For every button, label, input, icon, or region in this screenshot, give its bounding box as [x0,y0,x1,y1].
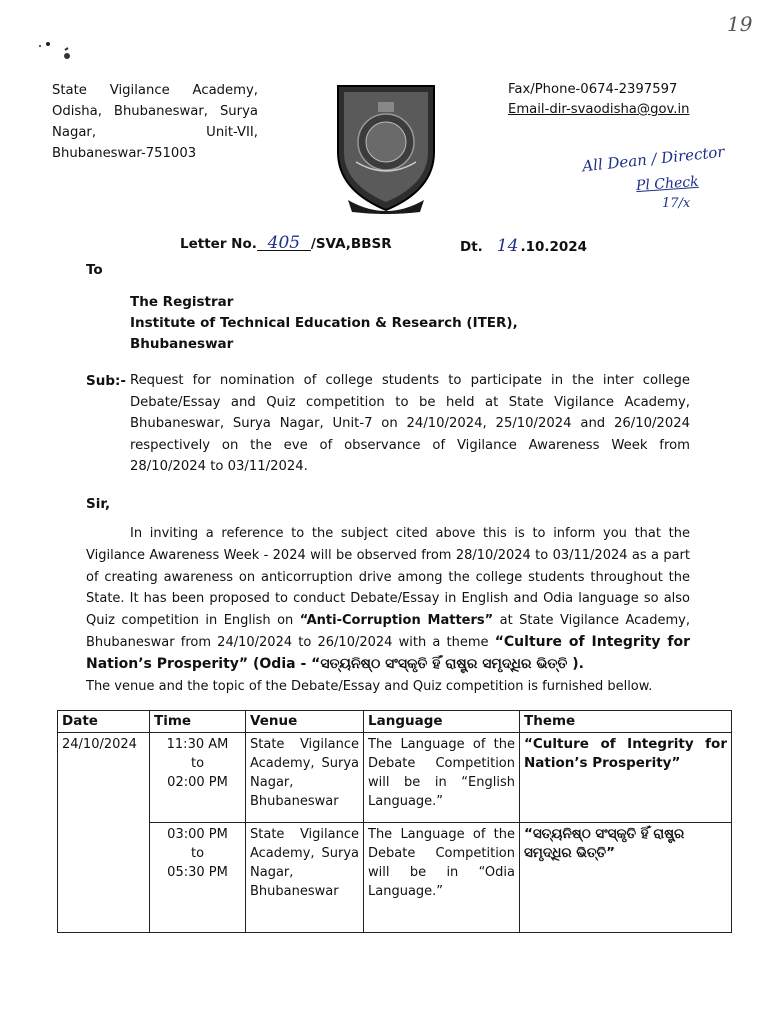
subject-text: Request for nomination of college students to participate in the inter college Debate/Essay and Quiz competition to be held at State Vigilance Academy, Bhubaneswar, Surya Nagar, Unit-7 on 24/10/2024, 25/10/2024 and 26/10/2024 respectively on the eve of observance of Vigilance Awareness Week from 28/10/2024 to 03/11/2024. [130,373,690,474]
addressee-line: The Registrar [130,294,234,310]
sender-city: Bhubaneswar-751003 [52,146,197,161]
addressee-line: Institute of Technical Education & Research (ITER), [130,315,518,331]
table-header-row [58,711,732,733]
handwritten-note: Pl Check [635,173,700,195]
time-to: to [190,846,205,861]
handwritten-note: 17/x [662,196,691,211]
sender-word: Bhubaneswar, [113,104,208,119]
body-topic: “Anti-Corruption Matters” [299,613,494,629]
letter-label: Letter No. [180,236,257,252]
addressee-line: Bhubaneswar [130,336,234,352]
table-header: Time [150,711,246,733]
sender-address [52,80,258,164]
time-cell [150,733,246,823]
sender-word: Nagar, [52,125,97,140]
letter-suffix: /SVA,BBSR [310,236,392,252]
date-label: Dt. [460,239,483,255]
handwritten-note: All Dean / Director [581,142,726,176]
venue-cell: State Vigilance Academy, Surya Nagar, Bhubaneswar [246,733,364,823]
theme-cell: “ସତ୍ୟନିଷ୍ଠ ସଂସ୍କୃତି ହିଁ ରାଷ୍ଟ୍ର ସମୃଦ୍ଧିର ଭିତ୍ତି” [520,823,732,933]
date-rest: .10.2024 [520,239,588,255]
letter-number: 405 [257,236,311,251]
time-to: to [190,756,205,771]
date-cell: 24/10/2024 [58,733,150,933]
contact-block [508,80,690,120]
time-end: 02:00 PM [167,775,228,790]
salutation: Sir, [86,496,111,512]
sender-word: Academy, [192,83,258,98]
academy-emblem-icon [334,82,438,218]
body-closing: The venue and the topic of the Debate/Essay and Quiz competition is furnished bellow. [86,678,653,694]
sender-word: Surya [219,104,258,119]
table-header: Venue [246,711,364,733]
sender-word: State [52,83,87,98]
body-theme-odia: (Odia - “ସତ୍ୟନିଷ୍ଠ ସଂସ୍କୃତି ହିଁ ରାଷ୍ଟ୍ର ସମୃଦ୍ଧିର ଭିତ୍ତି ). [248,655,584,672]
page-number: 19 [727,12,753,36]
table-header: Theme [520,711,732,733]
phone-text: Fax/Phone-0674-2397597 [508,82,678,97]
language-cell: The Language of the Debate Competition will be in “English Language.” [364,733,520,823]
body-text: at State Vigilance Academy, Bhubaneswar from 24/10/2024 to 26/10/2024 with a theme [86,613,690,650]
body-theme: “Culture of Integrity for Nation’s Prosperity” [86,633,690,672]
table-header: Language [364,711,520,733]
to-label: To [86,262,103,278]
time-start: 11:30 AM [166,737,229,752]
table-row [58,823,732,933]
venue-cell: State Vigilance Academy, Surya Nagar, Bhubaneswar [246,823,364,933]
schedule-table [57,710,732,933]
subject-label: Sub:- [86,373,126,389]
sender-word: Vigilance [109,83,170,98]
language-cell: The Language of the Debate Competition will be in “Odia Language.” [364,823,520,933]
ink-mark-icon [30,30,80,70]
table-header: Date [58,711,150,733]
date-day: 14 [496,236,519,256]
table-row [58,733,732,823]
letter-number-line [180,233,392,253]
addressee [130,292,518,355]
sender-word: Odisha, [52,104,102,119]
sender-word: Unit-VII, [206,125,258,140]
body-paragraph [86,523,690,697]
theme-cell: “Culture of Integrity for Nation’s Prosperity” [520,733,732,823]
body-text: In inviting a reference to the subject cited above this is to inform you that the Vigilance Awareness Week - 2024 will be observed from 28/10/2024 to 03/11/2024 as a part of creating awareness on anticorruption drive among the college students throughout the State. It has been proposed to conduct Debate/Essay in English and Odia language so also Quiz competition in English on [86,526,690,629]
letter-date-line [460,236,587,256]
time-end: 05:30 PM [167,865,228,880]
email-link[interactable]: Email-dir-svaodisha@gov.in [508,102,690,117]
time-cell [150,823,246,933]
time-start: 03:00 PM [167,827,228,842]
